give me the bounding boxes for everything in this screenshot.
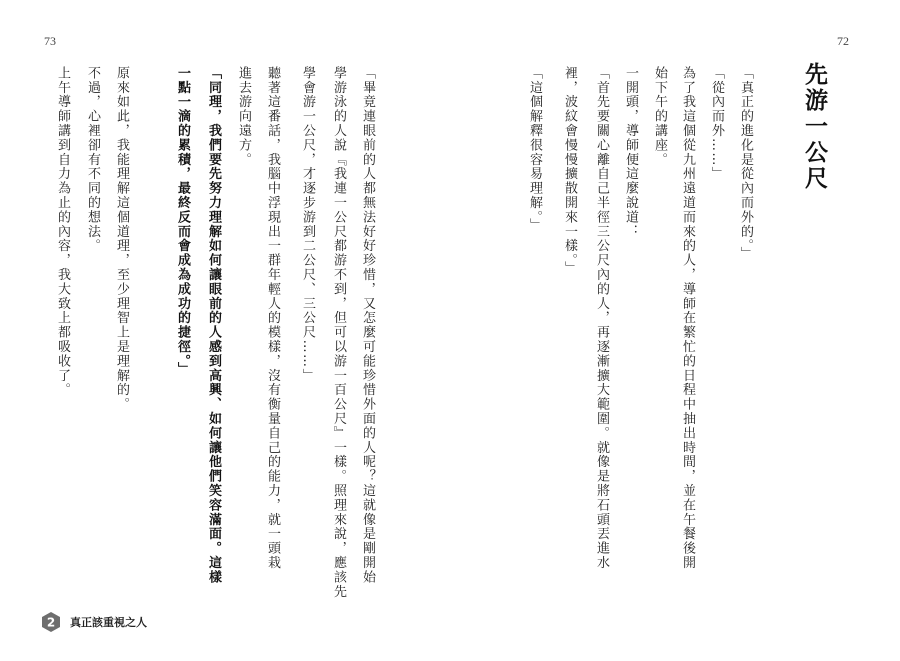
text-column: 「首先要關心離自己半徑三公尺內的人，再逐漸擴大範圍。就像是將石頭丟進水: [594, 66, 609, 570]
text-column: 不過，心裡卻有不同的想法。: [85, 66, 100, 254]
chapter-footer: [40, 611, 147, 633]
text-column: 「畢竟連眼前的人都無法好好珍惜，又怎麼可能珍惜外面的人呢？這就像是剛開始: [360, 66, 375, 585]
text-column: 學會游一公尺，才逐步游到二公尺、三公尺……」: [300, 66, 315, 383]
text-column: 一開頭，導師便這麼說道：: [623, 66, 638, 239]
text-column: 進去游向遠方。: [236, 66, 251, 167]
text-column: 學游泳的人說『我連一公尺都游不到，但可以游一百公尺』一樣。照理來說，應該先: [331, 66, 346, 599]
text-column: 聽著這番話，我腦中浮現出一群年輕人的模樣，沒有衡量自己的能力，就一頭栽: [265, 66, 280, 570]
text-column: 裡，波紋會慢慢擴散開來一樣。」: [562, 66, 577, 276]
text-column: 為了我這個從九州遠道而來的人，導師在繁忙的日程中抽出時間，並在午餐後開: [680, 66, 695, 570]
text-column: 原來如此，我能理解這個道理，至少理智上是理解的。: [114, 66, 129, 412]
section-title: 先游一公尺: [801, 62, 827, 192]
page-number-left: 73: [44, 34, 56, 48]
chapter-badge-icon: [40, 611, 62, 633]
text-column: 「這個解釋很容易理解。」: [527, 66, 542, 233]
chapter-number: 2: [46, 615, 56, 630]
emphasis-column: 一點一滴的累積，最終反而會成為成功的捷徑。」: [175, 66, 190, 377]
page-number-right: 72: [837, 34, 849, 48]
text-column: 上午導師講到自力為止的內容，我大致上都吸收了。: [55, 66, 70, 398]
text-column: 「真正的進化是從內而外的。」: [738, 66, 753, 262]
emphasis-column: 「同理，我們要先努力理解如何讓眼前的人感到高興、如何讓他們笑容滿面。這樣: [206, 66, 221, 585]
text-column: 始下午的講座。: [652, 66, 667, 167]
text-column: 「從內而外……」: [709, 66, 724, 182]
chapter-title: 真正該重視之人: [70, 616, 147, 629]
